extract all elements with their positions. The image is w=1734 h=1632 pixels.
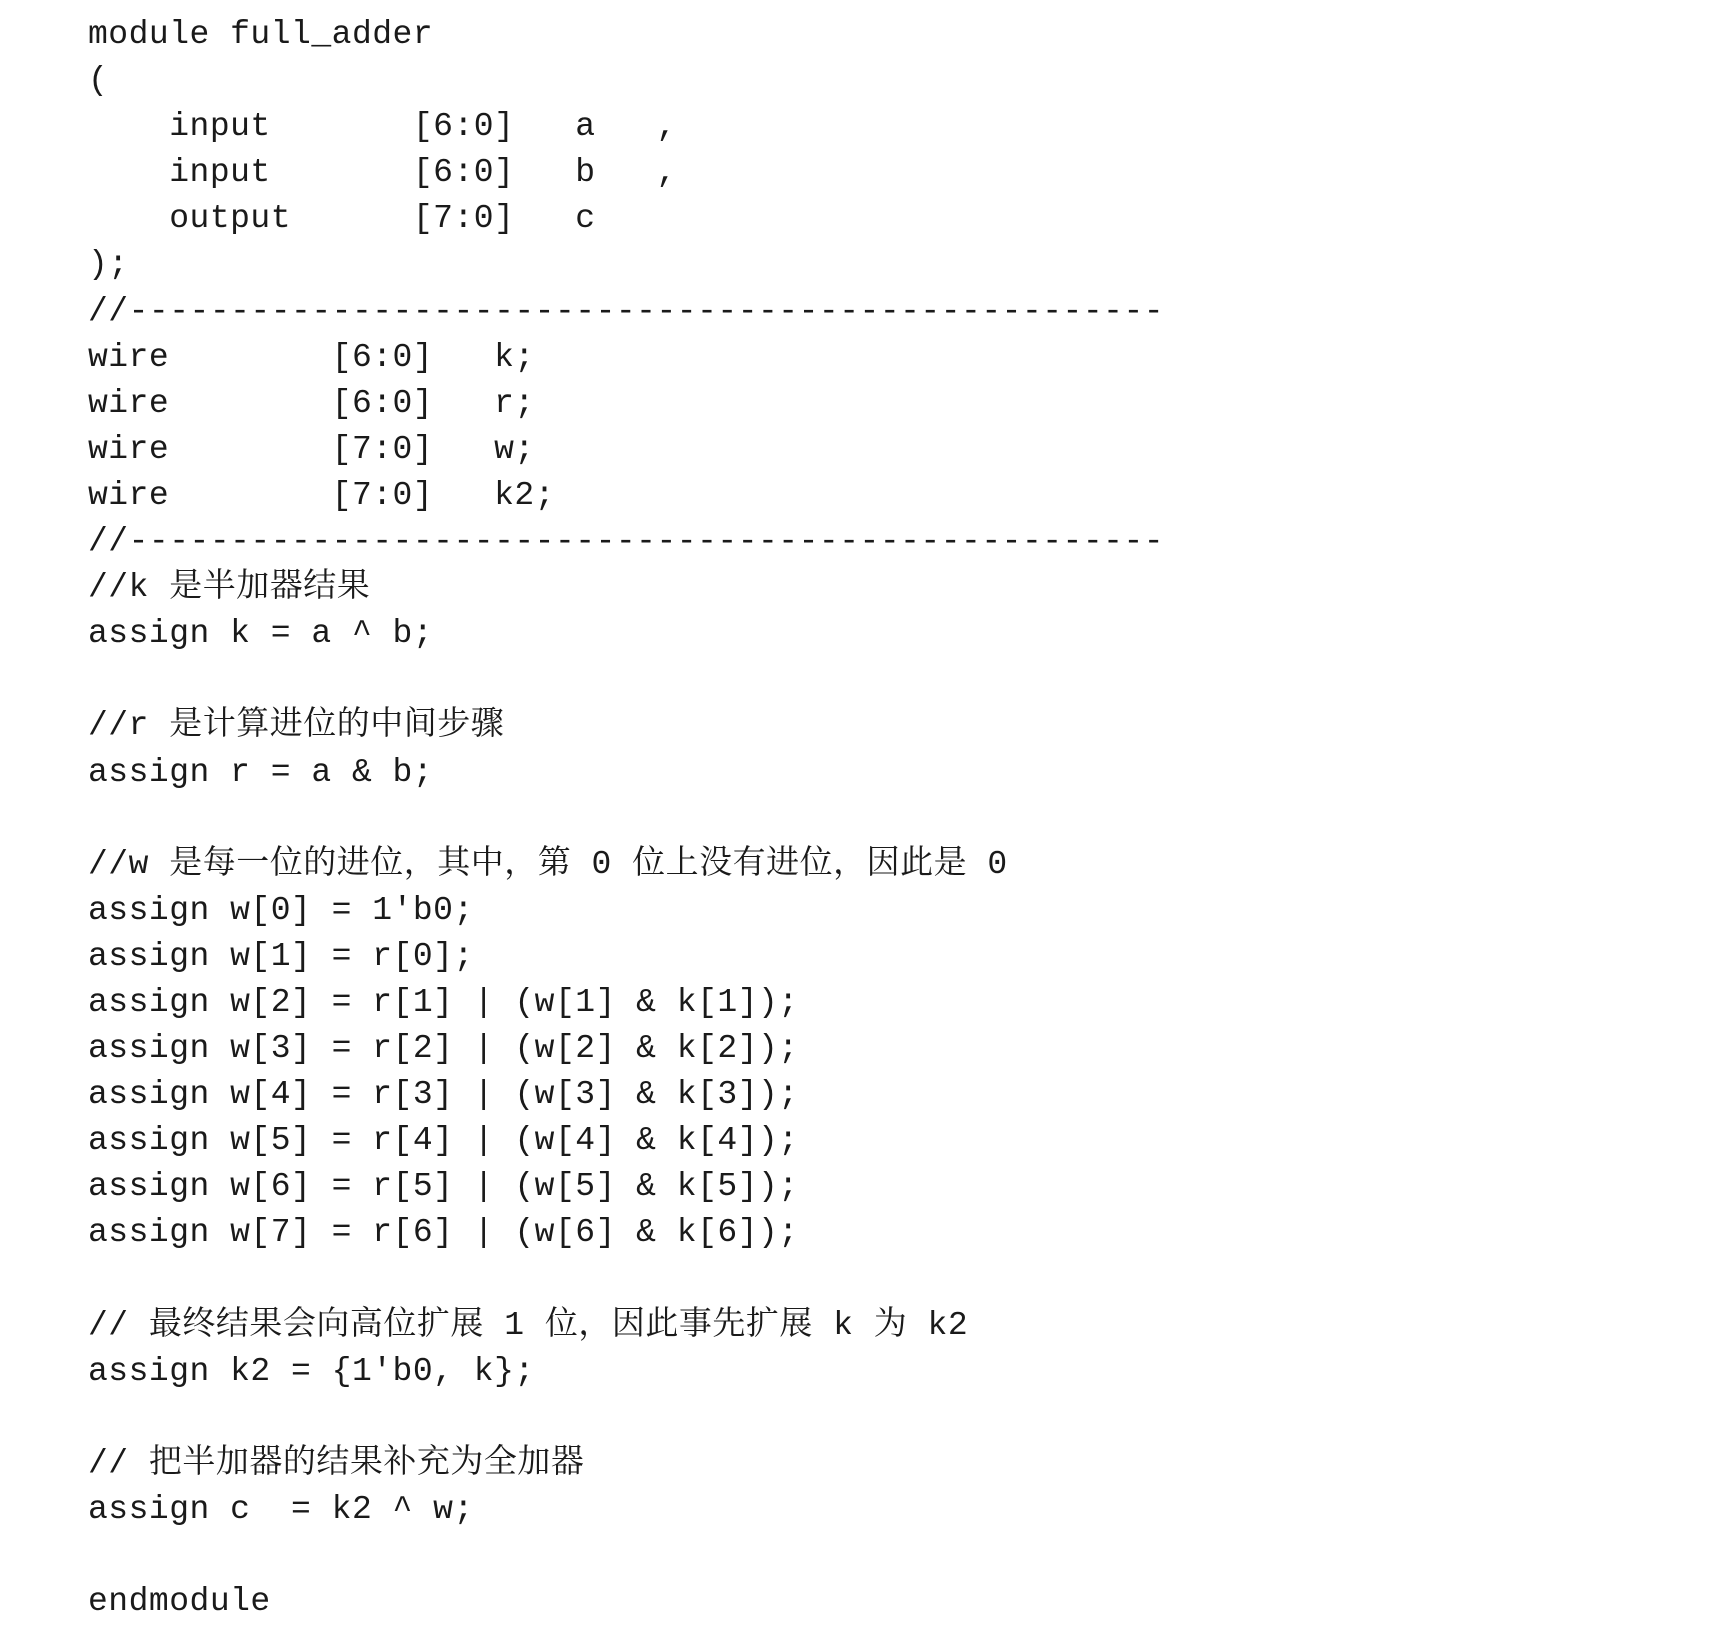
code-line-assign-k: assign k = a ^ b;	[88, 615, 434, 653]
code-line-comment: //r 是计算进位的中间步骤	[88, 707, 505, 745]
code-line-close-paren: );	[88, 246, 129, 284]
code-line-separator: //---------------------------------------------------	[88, 292, 1165, 330]
code-line-assign-w5: assign w[5] = r[4] | (w[4] & k[4]);	[88, 1122, 799, 1160]
code-line-blank	[88, 1395, 1648, 1441]
code-line-open-paren: (	[88, 62, 109, 100]
code-line-endmodule: endmodule	[88, 1583, 271, 1621]
code-line-comment: //k 是半加器结果	[88, 569, 371, 607]
code-line-blank	[88, 1533, 1648, 1579]
code-line-input-a: input [6:0] a ,	[88, 108, 677, 146]
code-line-blank	[88, 657, 1648, 703]
code-line-separator: //---------------------------------------------------	[88, 523, 1165, 561]
code-line-module-decl: module full_adder	[88, 16, 434, 53]
code-line-assign-w4: assign w[4] = r[3] | (w[3] & k[3]);	[88, 1076, 799, 1114]
code-line-assign-w7: assign w[7] = r[6] | (w[6] & k[6]);	[88, 1214, 799, 1252]
code-line-assign-w0: assign w[0] = 1'b0;	[88, 891, 474, 929]
code-line-assign-k2: assign k2 = {1'b0, k};	[88, 1352, 535, 1390]
code-line-wire-k: wire [6:0] k;	[88, 338, 535, 376]
code-block	[88, 12, 1648, 1625]
code-line-output-c: output [7:0] c	[88, 200, 596, 238]
code-line-assign-w6: assign w[6] = r[5] | (w[5] & k[5]);	[88, 1168, 799, 1206]
code-line-input-b: input [6:0] b ,	[88, 154, 677, 192]
code-line-wire-k2: wire [7:0] k2;	[88, 476, 555, 514]
code-line-wire-r: wire [6:0] r;	[88, 384, 535, 422]
code-line-blank	[88, 796, 1648, 842]
code-line-assign-w3: assign w[3] = r[2] | (w[2] & k[2]);	[88, 1030, 799, 1068]
code-line-assign-r: assign r = a & b;	[88, 753, 434, 791]
code-line-comment: // 最终结果会向高位扩展 1 位，因此事先扩展 k 为 k2	[88, 1306, 969, 1344]
code-line-wire-w: wire [7:0] w;	[88, 430, 535, 468]
code-line-blank	[88, 1257, 1648, 1303]
code-line-comment: // 把半加器的结果补充为全加器	[88, 1444, 585, 1482]
code-line-assign-c: assign c = k2 ^ w;	[88, 1491, 474, 1528]
code-line-comment: //w 是每一位的进位，其中，第 0 位上没有进位，因此是 0	[88, 845, 1008, 883]
code-line-assign-w2: assign w[2] = r[1] | (w[1] & k[1]);	[88, 983, 799, 1021]
code-line-assign-w1: assign w[1] = r[0];	[88, 937, 474, 975]
